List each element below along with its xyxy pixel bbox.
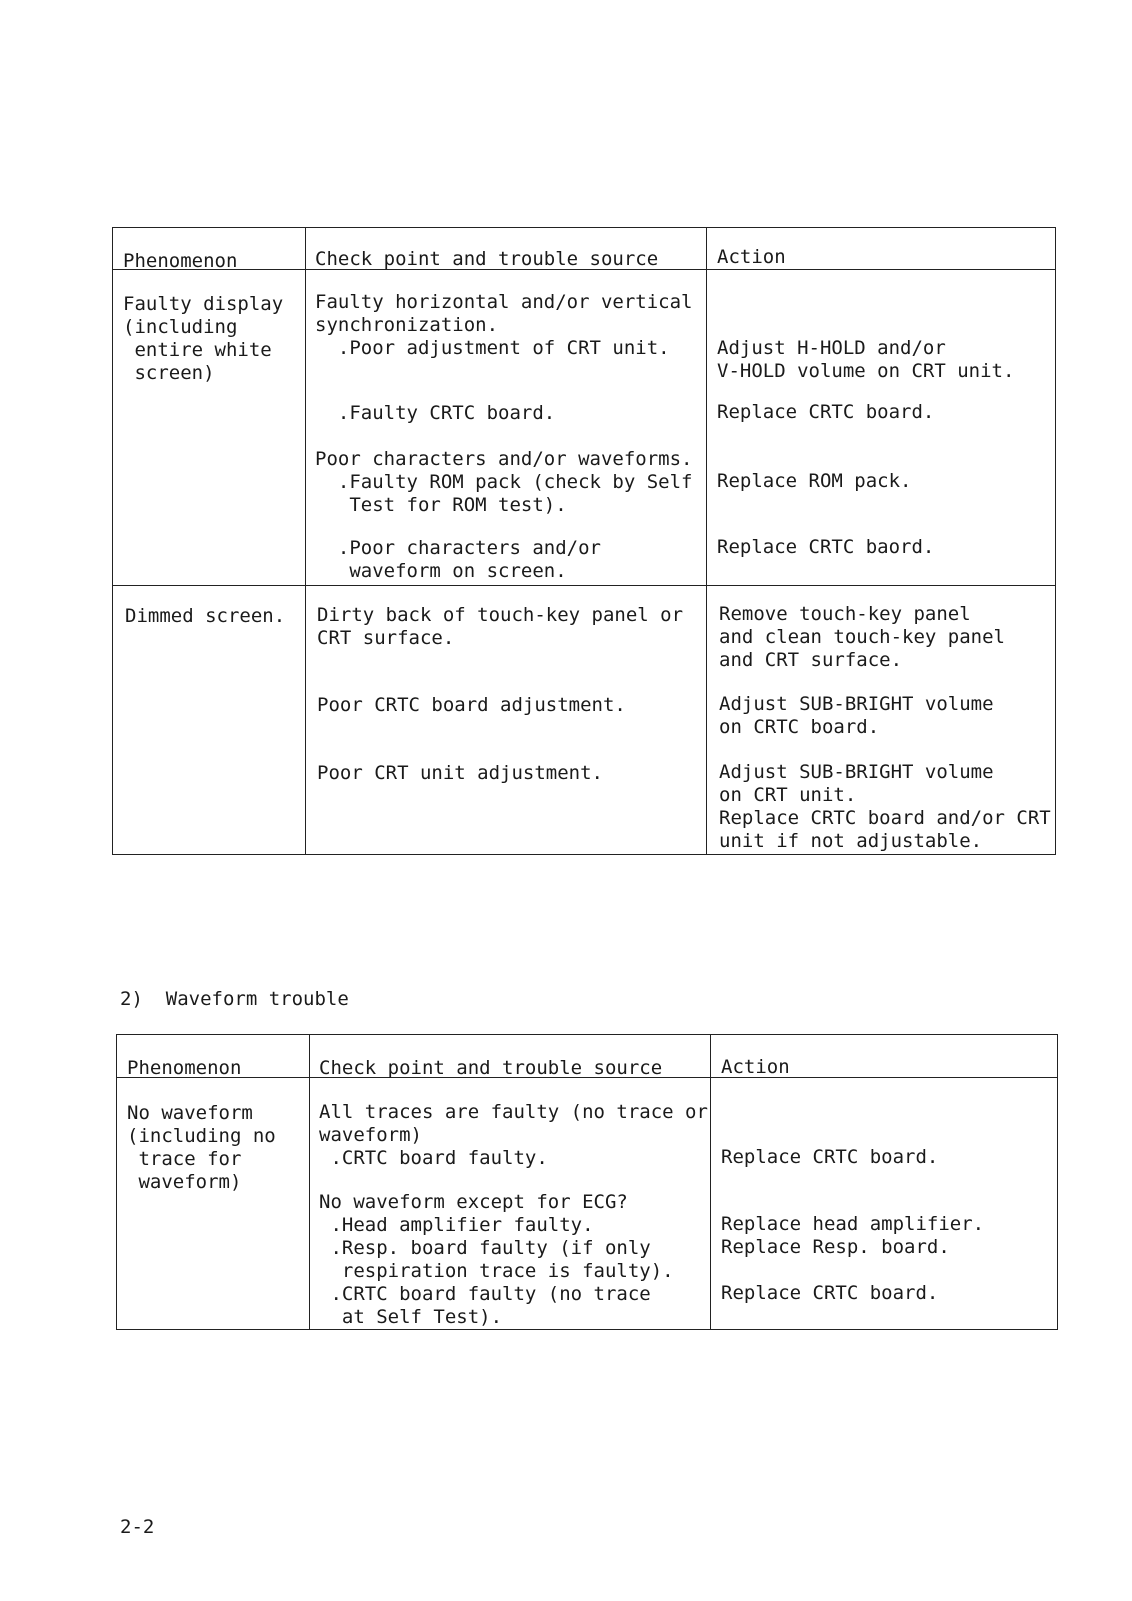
action-cell: Replace CRTC board. [721,1146,939,1168]
phenomenon-cell: Dimmed screen. [125,605,286,627]
action-cell: Adjust H-HOLD and/or V-HOLD volume on CRT unit. [717,337,1015,382]
column-divider [710,1035,711,1329]
check-cell: Faulty horizontal and/or vertical synchronization. .Poor adjustment of CRT unit. [315,291,693,359]
check-cell: Poor CRTC board adjustment. [317,694,626,716]
header-check-point: Check point and trouble source [315,248,659,270]
check-cell: Poor characters and/or waveforms. .Faulty ROM pack (check by Self Test for ROM test). [315,448,693,516]
check-cell: Poor CRT unit adjustment. [317,762,603,784]
column-divider [309,1035,310,1329]
action-cell: Replace CRTC baord. [717,536,935,558]
column-divider [706,228,707,854]
action-cell: Replace head amplifier. Replace Resp. board. Replace CRTC board. [721,1213,985,1304]
header-phenomenon: Phenomenon [123,250,238,272]
action-cell: Replace CRTC board. [717,401,935,423]
column-divider [305,228,306,854]
action-cell: Adjust SUB-BRIGHT volume on CRTC board. [719,693,994,738]
header-action: Action [717,246,786,268]
check-cell: All traces are faulty (no trace or waveform) .CRTC board faulty. [319,1101,708,1169]
header-phenomenon: Phenomenon [127,1057,242,1079]
waveform-trouble-table [116,1034,1058,1330]
header-check-point: Check point and trouble source [319,1057,663,1079]
phenomenon-cell: No waveform (including no trace for waveform) [127,1102,276,1193]
action-cell: Remove touch-key panel and clean touch-key panel and CRT surface. [719,603,1005,671]
action-cell: Adjust SUB-BRIGHT volume on CRT unit. Replace CRTC board and/or CRT unit if not adjustable. [719,761,1051,852]
action-cell: Replace ROM pack. [717,470,912,492]
section-heading: 2) Waveform trouble [120,988,349,1010]
check-cell: .Faulty CRTC board. [315,402,556,424]
phenomenon-cell: Faulty display (including entire white screen) [123,293,284,384]
crt-trouble-table [112,227,1056,855]
row-divider [113,585,1055,586]
check-cell: .Poor characters and/or waveform on screen. [337,537,601,582]
check-cell: Dirty back of touch-key panel or CRT surface. [317,604,684,649]
page-number: 2-2 [120,1516,155,1538]
header-action: Action [721,1056,790,1078]
check-cell: No waveform except for ECG? .Head amplifier faulty. .Resp. board faulty (if only respiration trace is faulty). .CRTC board faulty (no trace at Self Test). [319,1191,674,1328]
